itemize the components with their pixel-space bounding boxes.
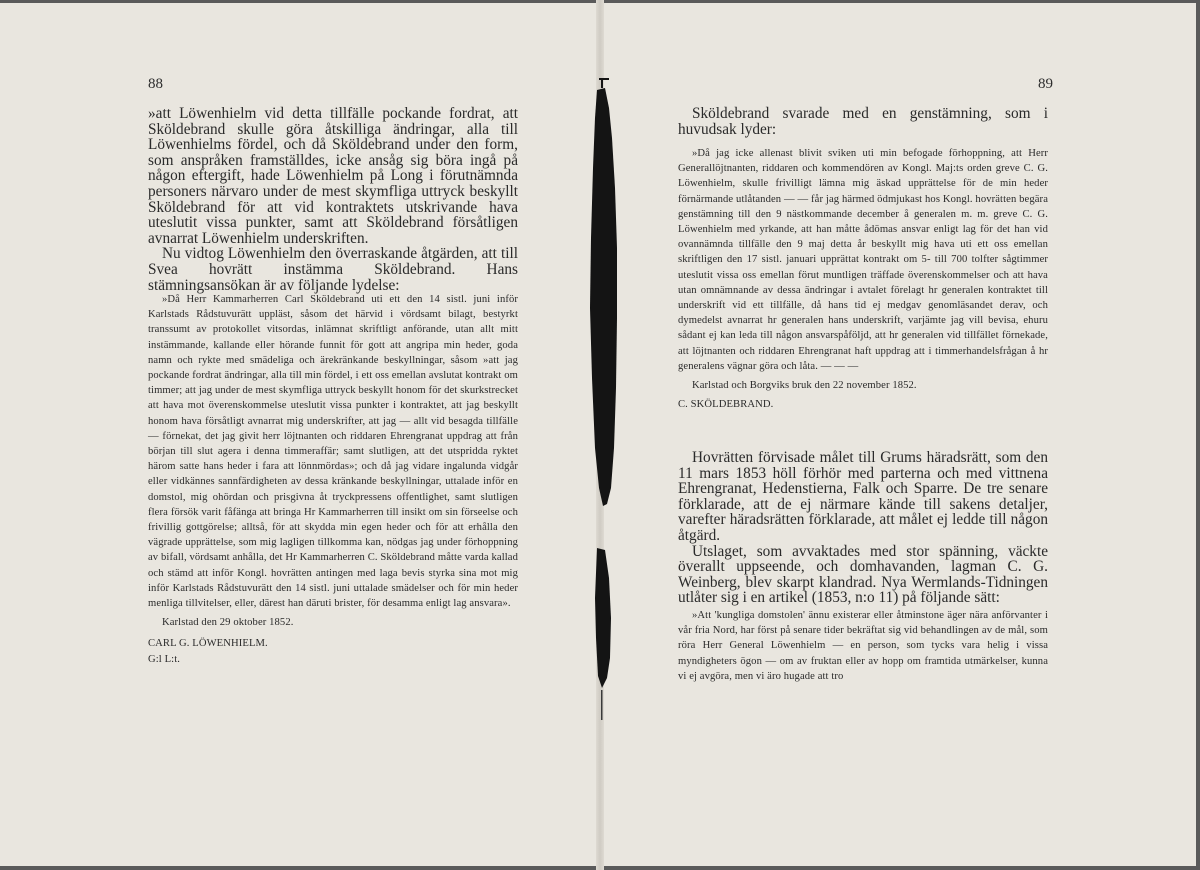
left-date-line: Karlstad den 29 oktober 1852. — [162, 617, 294, 629]
right-intro-paragraph: Sköldebrand svarade med en genstämning, som i huvudsak lyder: — [678, 105, 1048, 138]
right-paragraph-2: Utslaget, som avvaktades med stor spänning, väckte överallt uppseende, och domhavanden, lagman C. G. Weinberg, blev skarpt klandrad. Nya Wermlands-Tidningen utlåter sig i en artikel (1853, n:o 11) på följande sätt: — [678, 542, 1048, 607]
right-page — [602, 0, 1200, 870]
left-quote-block — [148, 292, 518, 667]
left-signature: CARL G. LÖWENHIELM. — [148, 638, 268, 650]
right-intro-block — [678, 106, 1048, 137]
left-second-paragraph: Nu vidtog Löwenhielm den överraskande åtgärden, att till Svea hovrätt instämma Sköldebrand. Hans stämningsansökan är av följande lydelse: — [148, 245, 518, 294]
right-paragraph-1: Hovrätten förvisade målet till Grums häradsrätt, som den 11 mars 1853 höll förhör med parterna och med vittnena Ehrengranat, Hedenstierna, Falk och Sparre. De tre senare förklarade, att de ej närmare kände till sakens detaljer, varefter häradsrätten förklarade, att målet ej ledde till någon åtgärd. — [678, 449, 1048, 544]
left-signature-title: G:l L:t. — [148, 653, 180, 665]
right-quote: »Då jag icke allenast blivit sviken uti min befogade förhoppning, att Herr Generallöjtnanten, riddaren och kommendören av Kongl. Maj:ts orden greve C. G. Löwenhielm, skulle frivilligt lämna mig äskad upprättelse för de min heder förnärmande utlåtanden — — får jag härmed ödmjukast hos Kongl. hovrätten begära genstämning till den 9 nästkommande december å generalen m. m. greve C. G. Löwenhielm med yrkande, att han måtte ådömas ansvar enligt lag för det han vid ovannämnda tillfälle den 9 maj detta år beskyllt mig hava uti ett oss emellan skriftligen den 17 sistl. januari upprättat kontrakt om 5- till 700 tolfter sågtimmer uteslutit vissa oss emellan förut muntligen träffade överenskommelser och att hava utan omnämnande av dessa ändringar i avtalet förelagt hr generalen kontraktet till underskrift vid ett tillfälle, då hans tid ej medgav genomläsandet derav, och dymedelst avnarrat hr generalen hans underskrift, varjämte jag vill bevisa, ehuru sådant ej kan leda till någon ansvarspåföljd, att hr generalen vid tillfället förnekade, att löjtnanten och riddaren Ehrengranat haft uppdrag att i timmerhandelsfrågan å hr generalens vägnar göra och låta. — — — — [678, 148, 1048, 372]
right-quote-2-block — [678, 608, 1048, 684]
left-intro-paragraph: »att Löwenhielm vid detta tillfälle pockande fordrat, att Sköldebrand skulle göra åtskilliga ändringar, alla till Löwenhielms fördel, och då Sköldebrand under den form, som anspråken framställdes, icke ansåg sig böra ingå på någon eftergift, hade Löwenhielm på Long i förutnämnda personers närvaro under de mest skymfliga uttryck beskyllt Sköldebrand för att vid kontraktets utskrivande hava uteslutit vissa punkter, samt att Sköldebrand försåtligen avnarrat Löwenhielm underskriften. — [148, 105, 518, 247]
right-date-line: Karlstad och Borgviks bruk den 22 november 1852. — [692, 380, 917, 392]
page-number-left: 88 — [148, 76, 163, 92]
right-quote-block — [678, 146, 1048, 412]
left-body-large — [148, 106, 518, 293]
right-signature: C. SKÖLDEBRAND. — [678, 399, 774, 411]
right-body-large — [678, 450, 1048, 606]
left-quote: »Då Herr Kammarherren Carl Sköldebrand uti ett den 14 sistl. juni inför Karlstads Rådstuvurätt uppläst, såsom det härvid i vördsamt bilagt, bestyrkt transsumt av protokollet vitsordas, inlämnat skriftligt anförande, utan allt mitt instämmande, kallande eller hörande funnit för gott att angripa min heder, goda namn och rykte med smädeliga och ärekränkande beskyllningar, såsom »att jag pockande fordrat ändringar, alla till min fördel, i ett oss emellan avslutat kontrakt om timmer; att jag under de mest skymfliga uttryck beskyllt honom för det skurkstrecket att hava mot överenskommelse uteslutit vissa punkter i kontraktet, att jag beskyllt honom hava försåtligt avnarrat mig underskrifter, att jag — allt vid besagda tillfälle — förnekat, det jag givit herr löjtnanten och riddaren Ehrengranat uppdrag att från början till slut agera i denna timmeraffär; samt slutligen, att det utspridda ryktet härom satte hans heder i fara att lönnmördas»; och då jag vidare ingalunda vidgår eller vidkännes sannfärdigheten av dessa kränkande beskyllningar, uttalade inför en domstol, mig ohördan och prisgivna åt tryckpressens offentlighet, samt slutligen flera försök varit fåfänga att bringa Hr Kammarherren till insikt om sin förseelse och frivillig gottgörelse; alltså, för att skydda min egen heder och för att erhålla den vägrade upprättelse, som mig lagligen tillkomma kan, nödgas jag under förhoppning av bifall, vördsamt anhålla, det Hr Kammarherren C. Sköldebrand måtte varda kallad och stämd att inför Kongl. hovrätten antingen med laga bevis styrka sina mot mig inför Karlstads Rådstuvurätt den 14 sistl. juni uttalade smädelser och för min heder menliga tillvitelser, eller, därest han däruti brister, för desamma enligt lag ansvara». — [148, 294, 518, 610]
right-quote-2: »Att 'kungliga domstolen' ännu existerar eller åtminstone äger nära anförvanter i vår fria Nord, har först på senare tider bekräftat sig vid behandlingen av de mål, som röra Herr General Löwenhielm — en person, som tycks vara helig i vissa myndigheters ögon — om av fruktan eller av hopp om framtida utmärkelser, kunna vi ej avgöra, men vi äro hugade att tro — [678, 610, 1048, 682]
left-page — [0, 0, 598, 870]
page-number-right: 89 — [1038, 76, 1053, 92]
